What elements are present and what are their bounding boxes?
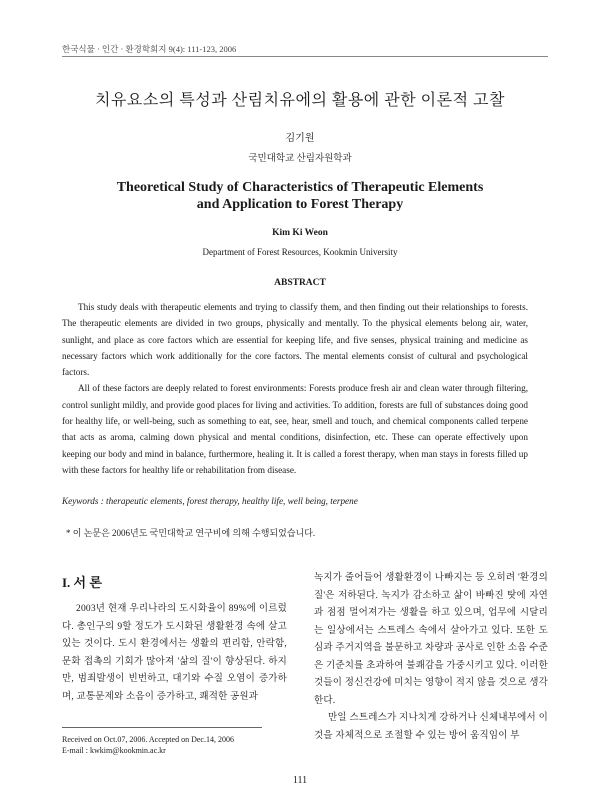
korean-title: 치유요소의 특성과 산림치유에의 활용에 관한 이론적 고찰: [95, 92, 505, 109]
received-dates: Received on Oct.07, 2006. Accepted on Dec.14, 2006: [62, 735, 234, 744]
page-number: 111: [292, 775, 308, 786]
intro-paragraph-left: 2003년 현재 우리나라의 도시화율이 89%에 이르렀다. 총인구의 9할 정도가 도시화된 생활환경 속에 살고 있는 것이다. 도시 환경에서는 생활의 편리함, 안락함, 문화 접촉의 기회가 많아져 '삶의 질'이 향상된다. 하지만, 범죄발생이 빈번하고, 대기와 수질 오염이 증가하며, 교통문제와 소음이 증가하고, 쾌적한 공원과: [62, 604, 287, 702]
abstract-paragraph-1: This study deals with therapeutic elements and trying to classify them, and then finding out their relationships to forests. The therapeutic elements are divided in two groups, physically and mentally. To the physical elements belong air, water, sunlight, and place as core factors which are essential for keeping life, and five senses, physical training and medicine as necessary factors which work additionally for the core factors. The mental elements consist of cultural and psychological factors.: [62, 302, 528, 378]
footnote-rule: [62, 727, 262, 728]
right-column: [314, 570, 548, 745]
affiliation-english: Department of Forest Resources, Kookmin University: [202, 247, 398, 257]
english-title-line1: Theoretical Study of Characteristics of Therapeutic Elements: [116, 180, 484, 195]
keywords: Keywords : therapeutic elements, forest therapy, healthy life, well being, terpene: [62, 496, 358, 506]
abstract-paragraph-2: All of these factors are deeply related to forest environments: Forests produce fresh air and clean water through filtering, control sunlight mildly, and provide good places for living and activities. To addition, forests are full of substances doing good for healthy life, or well-being, such as something to eat, see, hear, smell and touch, and chemical components called terpene that acts as aroma, calming down physical and mental conditions, disinfection, etc. These can operate effectively upon keeping our body and mind in balance, furthermore, healing it. It is called a forest therapy, when man stays in forests filled up with these factors for healthy life or rehabilitation from disease.: [62, 383, 528, 475]
funding-note: * 이 논문은 2006년도 국민대학교 연구비에 의해 수행되었습니다.: [66, 528, 316, 538]
header-rule: [62, 56, 548, 57]
affiliation-korean: 국민대학교 산림자원학과: [248, 154, 352, 164]
english-title-line2: and Application to Forest Therapy: [196, 197, 404, 212]
journal-header: 한국식물 · 인간 · 환경학회지 9(4): 111-123, 2006: [62, 44, 237, 54]
section-heading: I. 서 론: [62, 575, 102, 590]
author-korean: 김기원: [285, 133, 315, 144]
intro-paragraph-right-1: 녹지가 줄어들어 생활환경이 나빠지는 등 오히려 '환경의 질'은 저하된다. 녹지가 감소하고 삶이 바빠진 탓에 자연과 점점 멀어져가는 생활을 하고 있으며, 업무에 시달리는 일상에서는 스트레스 속에서 살아가고 있다. 또한 도심과 주거지역을 불문하고 차량과 공사로 인한 소음 수준은 기준치를 초과하여 불쾌감을 가중시키고 있다. 이러한 것들이 정신건강에 미치는 영향이 적지 않을 것으로 생각한다.: [314, 573, 548, 706]
footnote: [62, 734, 234, 756]
author-english: Kim Ki Weon: [272, 228, 328, 238]
english-title: [60, 179, 540, 213]
intro-paragraph-right-2: 만일 스트레스가 지나치게 강하거나 신체내부에서 이것을 자체적으로 조절할 수 있는 방어 움직임이 부: [314, 713, 548, 741]
left-column: [62, 601, 287, 706]
email-line: E-mail : kwkim@kookmin.ac.kr: [62, 746, 166, 755]
abstract-body: [62, 299, 528, 478]
abstract-heading: ABSTRACT: [274, 278, 326, 288]
